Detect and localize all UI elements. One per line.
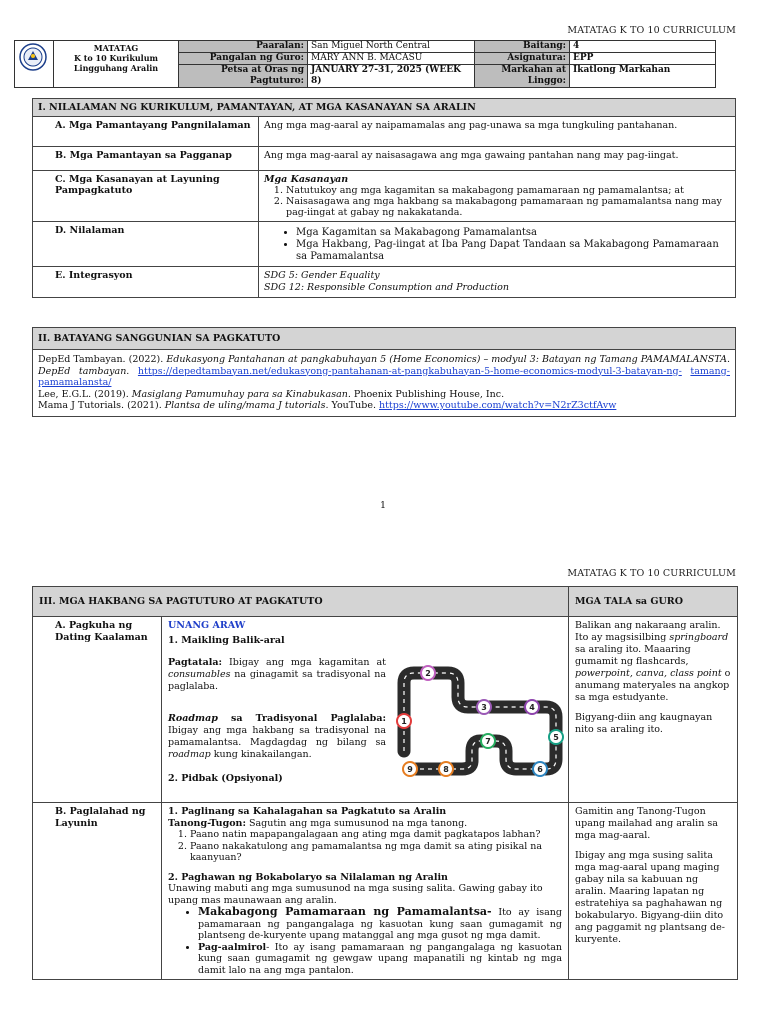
section2-references <box>33 350 736 417</box>
list-item: • Mga Kagamitan sa Makabagong Pamamalantsa <box>296 227 730 239</box>
section1-d-value <box>259 222 736 267</box>
a-sub1: 1. Maikling Balik-aral <box>168 635 285 646</box>
section3-a-body <box>162 617 569 803</box>
section1-table <box>32 98 736 298</box>
list-item: 2. Paano nakakatulong ang pamamalantsa ng mga damit sa ating pisikal na kaanyuan? <box>190 841 562 864</box>
svg-text:3: 3 <box>481 703 487 712</box>
text: kung kinakailangan. <box>210 749 312 760</box>
b-tanong-tugon <box>168 818 562 830</box>
svg-text:1: 1 <box>401 717 407 726</box>
teacher-label: Pangalan ng Guro: <box>179 53 308 65</box>
ref2-author: Lee, E.G.L. (2019). <box>38 388 132 400</box>
b-sub1: 1. Paglinang sa Kahalagahan sa Pagkatuto sa Aralin <box>168 806 447 817</box>
list-item: • Mga Hakbang, Pag-iingat at Iba Pang Dapat Tandaan sa Makabagong Pamamaraan sa Pamamalantsa <box>296 239 730 263</box>
grade-label: Baitang: <box>475 41 570 53</box>
tt-label: Tanong-Tugon: <box>168 817 246 829</box>
svg-text:7: 7 <box>485 737 491 746</box>
section3-b-body <box>162 803 569 980</box>
svg-text:6: 6 <box>537 765 543 774</box>
b-intro: Unawing mabuti ang mga sumusunod na mga susing salita. Gawing gabay ito upang mas maunawaan ang aralin. <box>168 883 543 906</box>
day-label: UNANG ARAW <box>168 620 246 631</box>
notes-title: MGA TALA sa GURO <box>569 587 738 617</box>
roadmap-label-rest: sa Tradisyonal Paglalaba: <box>217 713 386 724</box>
b-terms <box>168 906 562 976</box>
svg-text:2: 2 <box>425 669 431 678</box>
quarter-label: Markahan at Linggo: <box>475 65 570 88</box>
school-label: Paaralan: <box>179 41 308 53</box>
road-lane-marking <box>404 673 556 769</box>
a-sub2: 2. Pidbak (Opsiyonal) <box>168 773 283 784</box>
header-kurikulum: K to 10 Kurikulum <box>74 53 158 63</box>
ref2-title: Masiglang Pamumuhay para sa Kinabukasan <box>131 388 348 400</box>
svg-text:4: 4 <box>529 703 535 712</box>
term: Pag-aalmirol <box>198 941 267 953</box>
b-sub2: 2. Paghawan ng Bokabolaryo sa Nilalaman ng Aralin <box>168 871 448 883</box>
section1-c-heading: Mga Kasanayan <box>264 174 349 185</box>
roadmap-stop-5 <box>549 730 563 744</box>
quarter-value: Ikatlong Markahan <box>570 65 716 88</box>
b-notes-1: Gamitin ang Tanong-Tugon upang mailahad ang aralin sa mga mag-aaral. <box>575 806 718 841</box>
a-roadmap-text <box>168 713 386 761</box>
section1-a-value: Ang mga mag-aaral ay naipamamalas ang pag-unawa sa mga tungkuling pantahanan. <box>259 117 736 147</box>
teacher-value: MARY ANN B. MACASU <box>308 53 475 65</box>
header-table <box>14 40 716 88</box>
section3-a-label: A. Pagkuha ng Dating Kaalaman <box>33 617 162 803</box>
a-notes-2: Bigyang-diin ang kaugnayan nito sa araling ito. <box>575 712 713 735</box>
roadmap-stop-3 <box>477 700 491 714</box>
text: Ibigay ang mga kagamitan at <box>222 657 386 668</box>
section1-b-value: Ang mga mag-aaral ay naisasagawa ang mga gawaing pantahan nang may pag-iingat. <box>259 147 736 171</box>
ref3-source: . YouTube. <box>325 400 379 411</box>
section3-b-label: B. Paglalahad ng Layunin <box>33 803 162 980</box>
sdg-5: SDG 5: Gender Equality <box>264 270 380 281</box>
list-item: 1. Natutukoy ang mga kagamitan sa makabagong pamamaraan ng pamamalantsa; at <box>286 185 730 196</box>
section1-c-label: C. Mga Kasanayan at Layuning Pampagkatuto <box>33 171 259 222</box>
roadmap-label: Roadmap <box>168 713 218 724</box>
subject-value: EPP <box>570 53 716 65</box>
section1-c-value <box>259 171 736 222</box>
list-item <box>198 906 562 942</box>
section3-b-notes <box>569 803 738 980</box>
list-item: 1. Paano natin mapapangalagaan ang ating mga damit pagkatapos labhan? <box>190 829 562 841</box>
section3-a-notes <box>569 617 738 803</box>
roadmap-stop-2 <box>421 666 435 680</box>
section1-c-list <box>264 185 730 218</box>
text: consumables <box>168 669 231 680</box>
ref1-author: DepEd Tambayan. (2022). <box>38 354 167 365</box>
roadmap-stop-9 <box>403 762 417 776</box>
roadmap-stop-4 <box>525 700 539 714</box>
roadmap-stop-6 <box>533 762 547 776</box>
ref3-link[interactable]: https://www.youtube.com/watch?v=N2rZ3ctfAvw <box>379 400 617 411</box>
subject-label: Asignatura: <box>475 53 570 65</box>
reference-3 <box>38 400 730 412</box>
ref1-link-cont[interactable]: tamang-pamamalansta/ <box>38 365 730 388</box>
section1-a-label: A. Mga Pamantayang Pangnilalaman <box>33 117 259 147</box>
sdg-12: SDG 12: Responsible Consumption and Production <box>264 282 509 293</box>
text: o anumang materyales na angkop sa mga estudyante. <box>575 668 731 703</box>
curriculum-label: MATATAG K TO 10 CURRICULUM <box>567 25 736 36</box>
roadmap-stop-7 <box>481 734 495 748</box>
ref3-title: Plantsa de uling/mama J tutorials <box>164 400 326 411</box>
section3-title: III. MGA HAKBANG SA PAGTUTURO AT PAGKATUTO <box>33 587 569 617</box>
ref1-link[interactable]: https://depedtambayan.net/edukasyong-pantahanan-at-pangkabuhayan-5-home-economics-modyul-3-batayan-ng- <box>137 365 682 377</box>
curriculum-label-2: MATATAG K TO 10 CURRICULUM <box>567 568 736 579</box>
svg-text:5: 5 <box>553 733 559 742</box>
b-questions <box>168 829 562 864</box>
date-value: JANUARY 27-31, 2025 (WEEK 8) <box>308 65 475 88</box>
text: roadmap <box>168 749 211 760</box>
text: Ibigay ang mga hakbang sa tradisyonal na pamamalantsa. Magdagdag ng bilang sa <box>168 725 386 748</box>
header-lingguhang: Lingguhang Aralin <box>73 63 159 73</box>
section1-d-label: D. Nilalaman <box>33 222 259 267</box>
school-value: San Miguel North Central <box>308 41 475 53</box>
svg-text:8: 8 <box>443 765 449 774</box>
section3-table <box>32 586 738 980</box>
a-pagtatala <box>168 657 386 693</box>
section1-e-value <box>259 267 736 298</box>
ref1-title: Edukasyong Pantahanan at pangkabuhayan 5 (Home Economics) – modyul 3: Batayan ng Tamang PAMAMALANSTA. DepEd tambayan. <box>38 354 730 377</box>
deped-seal-icon <box>19 43 47 71</box>
b-notes-2: Ibigay ang mga susing salita mga mag-aaral upang maging gabay nila sa kabuuan ng aralin. Maaring lapatan ng estratehiya sa paghahawan ng bokabularyo. Bigyang-diin dito ang paggamit ng plantsang de-kuryente. <box>575 850 725 945</box>
road-path <box>404 673 556 769</box>
text: Balikan ang nakaraang aralin. Ito ay magsisilbing <box>575 620 721 643</box>
section2-table <box>32 327 736 417</box>
roadmap-stop-8 <box>439 762 453 776</box>
text: powerpoint, canva, class point <box>575 668 722 679</box>
definition: Ito ay isang pamamaraan ng pangangalaga ng kasuotan kung saan gumagamit ng plantseng de-kuryente upang matanggal ang mga gusot ng mga damit. <box>198 907 562 941</box>
term: Makabagong Pamamaraan ng Pamamalantsa- <box>198 905 492 918</box>
section1-d-list <box>264 227 730 263</box>
a-notes-1 <box>575 620 731 704</box>
list-item: 2. Naisasagawa ang mga hakbang sa makabagong pamamaraan ng pamamalantsa nang may pag-iingat at gabay ng nakakatanda. <box>286 196 730 218</box>
definition: - Ito ay isang pamamaraan ng pangangalaga ng kasuotan kung saan gumagamit ng gewgaw upang mapanatili ng kintab ng mga damit lalo na ang mga pantalon. <box>198 941 562 976</box>
pagtatala-label: Pagtatala: <box>168 657 223 668</box>
logo-cell <box>15 41 54 88</box>
header-left <box>54 41 179 88</box>
roadmap-illustration <box>396 651 576 791</box>
text: springboard <box>669 632 729 643</box>
ref3-author: Mama J Tutorials. (2021). <box>38 400 165 411</box>
text: na ginagamit sa tradisyonal na paglalaba. <box>168 669 386 692</box>
roadmap-stop-1 <box>397 714 411 728</box>
text: Sagutin ang mga sumusunod na mga tanong. <box>245 817 468 829</box>
text: sa araling ito. Maaaring gumamit ng flashcards, <box>575 644 691 667</box>
date-label: Petsa at Oras ng Pagtuturo: <box>179 65 308 88</box>
page-number: 1 <box>380 500 387 511</box>
list-item <box>198 942 562 977</box>
section1-e-label: E. Integrasyon <box>33 267 259 298</box>
section2-title: II. BATAYANG SANGGUNIAN SA PAGKATUTO <box>33 328 736 350</box>
ref2-publisher: . Phoenix Publishing House, Inc. <box>347 388 505 400</box>
header-matatag: MATATAG <box>93 43 139 53</box>
grade-value: 4 <box>570 41 716 53</box>
reference-2 <box>38 389 730 401</box>
reference-1 <box>38 354 730 389</box>
section1-b-label: B. Mga Pamantayan sa Pagganap <box>33 147 259 171</box>
svg-text:9: 9 <box>407 765 413 774</box>
section1-title: I. NILALAMAN NG KURIKULUM, PAMANTAYAN, AT MGA KASANAYAN SA ARALIN <box>33 99 736 117</box>
